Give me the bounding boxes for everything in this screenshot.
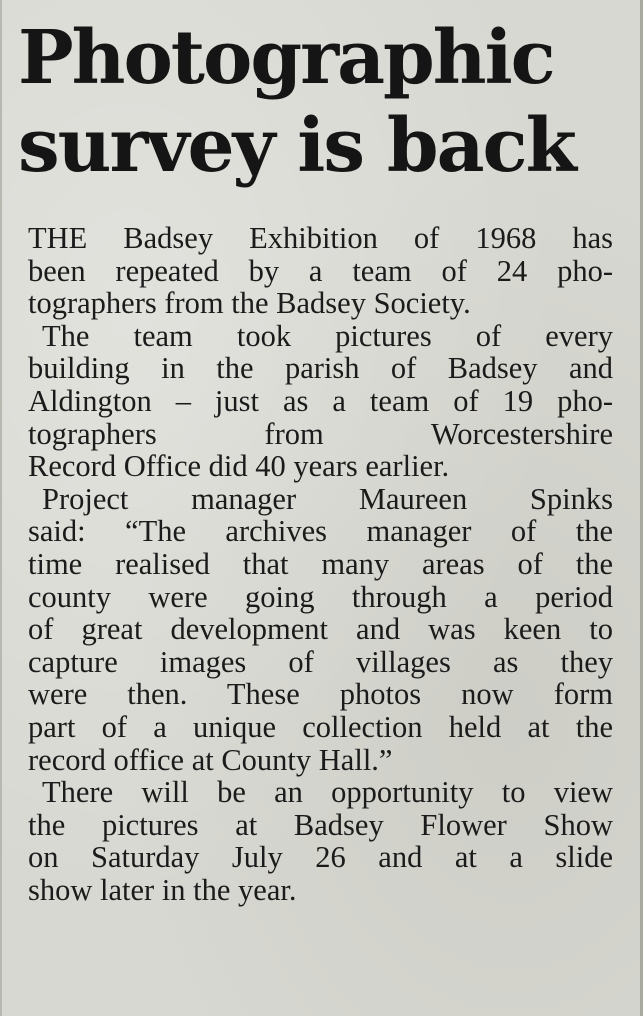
text-line: the pictures at Badsey Flower Show xyxy=(28,807,613,842)
paragraph-1 xyxy=(28,222,613,320)
paragraph-4 xyxy=(28,776,613,906)
headline-line-2: survey is back xyxy=(18,103,575,189)
text-line: tographers from the Badsey Society. xyxy=(28,286,471,321)
text-line: part of a unique collection held at the xyxy=(28,709,613,744)
text-line: Aldington – just as a team of 19 pho- xyxy=(28,383,613,418)
text-line: on Saturday July 26 and at a slide xyxy=(28,840,613,875)
text-line: tographers from Worcestershire xyxy=(28,416,613,451)
text-line: Record Office did 40 years earlier. xyxy=(28,449,450,484)
text-line: record office at County Hall.” xyxy=(28,742,393,777)
article-body xyxy=(28,222,613,906)
headline-line-1: Photographic xyxy=(18,15,554,101)
text-line: time realised that many areas of the xyxy=(28,546,613,581)
text-line: capture images of villages as they xyxy=(28,644,613,679)
text-line: Project manager Maureen Spinks xyxy=(42,481,613,516)
paragraph-3 xyxy=(28,483,613,776)
text-line: been repeated by a team of 24 pho- xyxy=(28,253,613,288)
text-line: THE Badsey Exhibition of 1968 has xyxy=(28,221,613,255)
text-line: There will be an opportunity to view xyxy=(42,775,613,810)
paragraph-2 xyxy=(28,320,613,483)
text-line: were then. These photos now form xyxy=(28,677,613,712)
text-line: show later in the year. xyxy=(28,872,297,907)
text-line: of great development and was keen to xyxy=(28,612,613,647)
text-line: county were going through a period xyxy=(28,579,613,614)
headline xyxy=(18,14,633,190)
text-line: said: “The archives manager of the xyxy=(28,514,613,549)
text-line: The team took pictures of every xyxy=(42,318,613,353)
text-line: building in the parish of Badsey and xyxy=(28,351,613,386)
